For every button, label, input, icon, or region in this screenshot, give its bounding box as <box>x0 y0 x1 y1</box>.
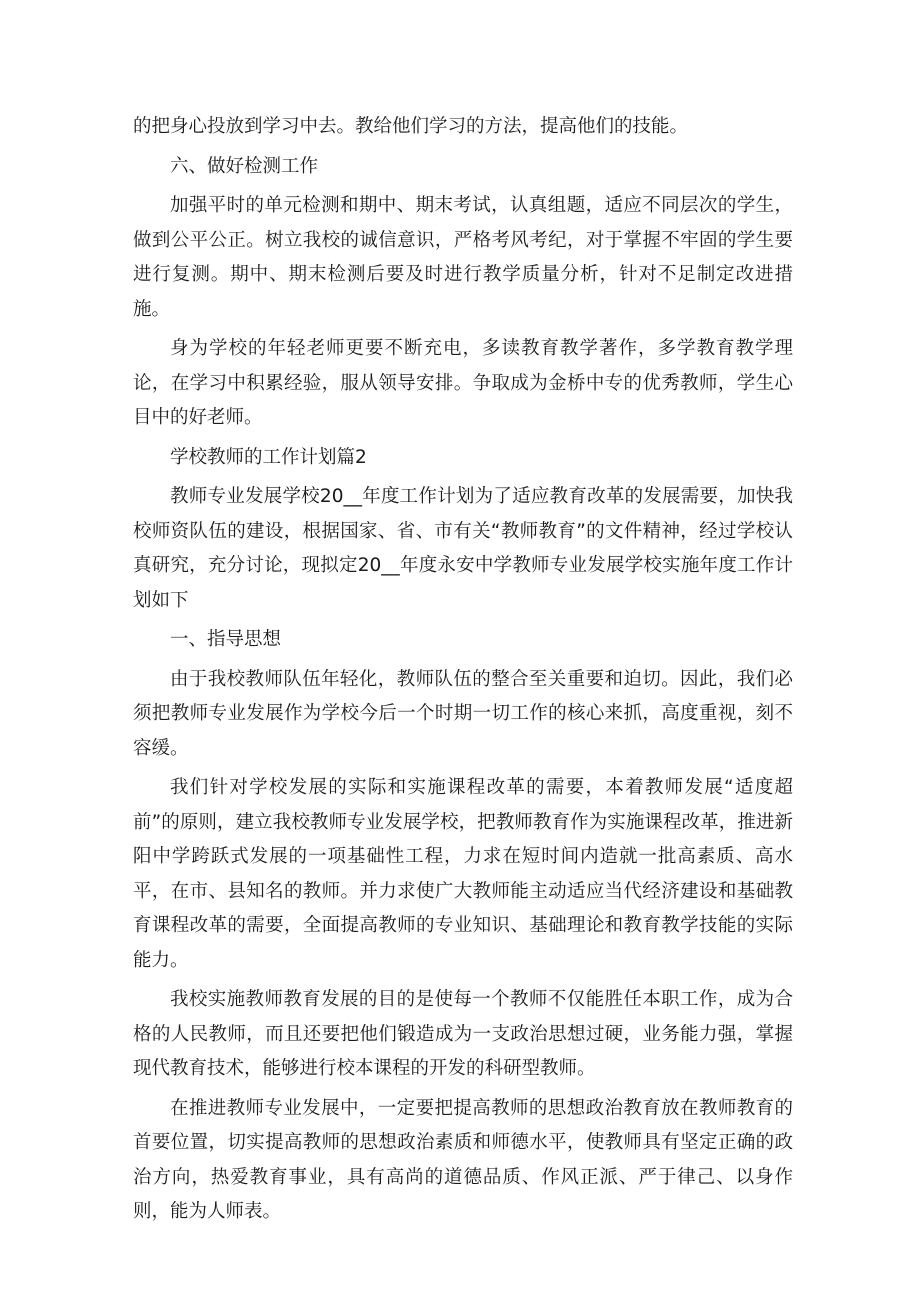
paragraph-testing: 加强平时的单元检测和期中、期末考试，认真组题，适应不同层次的学生，做到公平公正。树立我校的诚信意识，严格考风考纪，对于掌握不牢固的学生要进行复测。期中、期末检测后要及时进行教学质量分析，针对不足制定改进措施。 <box>133 195 793 320</box>
paragraph-reform-needs: 我们针对学校发展的实际和实施课程改革的需要，本着教师发展“适度超前”的原则，建立我校教师专业发展学校，把教师教育作为实施课程改革，推进新阳中学跨跃式发展的一项基础性工程，力求在短时间内造就一批高素质、高水平，在市、县知名的教师。并力求使广大教师能主动适应当代经济建设和基础教育课程改革的需要，全面提高教师的专业知识、基础理论和教育教学技能的实际能力。 <box>133 777 793 971</box>
paragraph-development-goal: 我校实施教师教育发展的目的是使每一个教师不仅能胜任本职工作，成为合格的人民教师，而且还要把他们锻造成为一支政治思想过硬，业务能力强，掌握现代教育技术，能够进行校本课程的开发的科研型教师。 <box>133 989 793 1079</box>
document-body <box>133 110 793 1235</box>
paragraph-political-education: 在推进教师专业发展中，一定要把提高教师的思想政治教育放在教师教育的首要位置，切实提高教师的思想政治素质和师德水平，使教师具有坚定正确的政治方向，热爱教育事业，具有高尚的道德品质、作风正派、严于律己、以身作则，能为人师表。 <box>133 1097 793 1222</box>
section-heading-plan-2: 学校教师的工作计划篇2 <box>170 446 367 468</box>
section-heading-testing: 六、做好检测工作 <box>170 155 319 177</box>
paragraph-plan-intro: 教师专业发展学校20__年度工作计划为了适应教育改革的发展需要，加快我校师资队伍的建设，根据国家、省、市有关“教师教育”的文件精神，经过学校认真研究，充分讨论，现拟定20__年度永安中学教师专业发展学校实施年度工作计划如下 <box>133 486 793 611</box>
paragraph-continuation: 的把身心投放到学习中去。教给他们学习的方法，提高他们的技能。 <box>133 116 689 137</box>
paragraph-young-teachers: 身为学校的年轻老师更要不断充电，多读教育教学著作，多学教育教学理论，在学习中积累经验，服从领导安排。争取成为金桥中专的优秀教师，学生心目中的好老师。 <box>133 338 793 428</box>
paragraph-team-youth: 由于我校教师队伍年轻化，教师队伍的整合至关重要和迫切。因此，我们必须把教师专业发展作为学校今后一个时期一切工作的核心来抓，高度重视，刻不容缓。 <box>133 668 793 759</box>
section-heading-guiding-ideas: 一、指导思想 <box>170 629 282 650</box>
